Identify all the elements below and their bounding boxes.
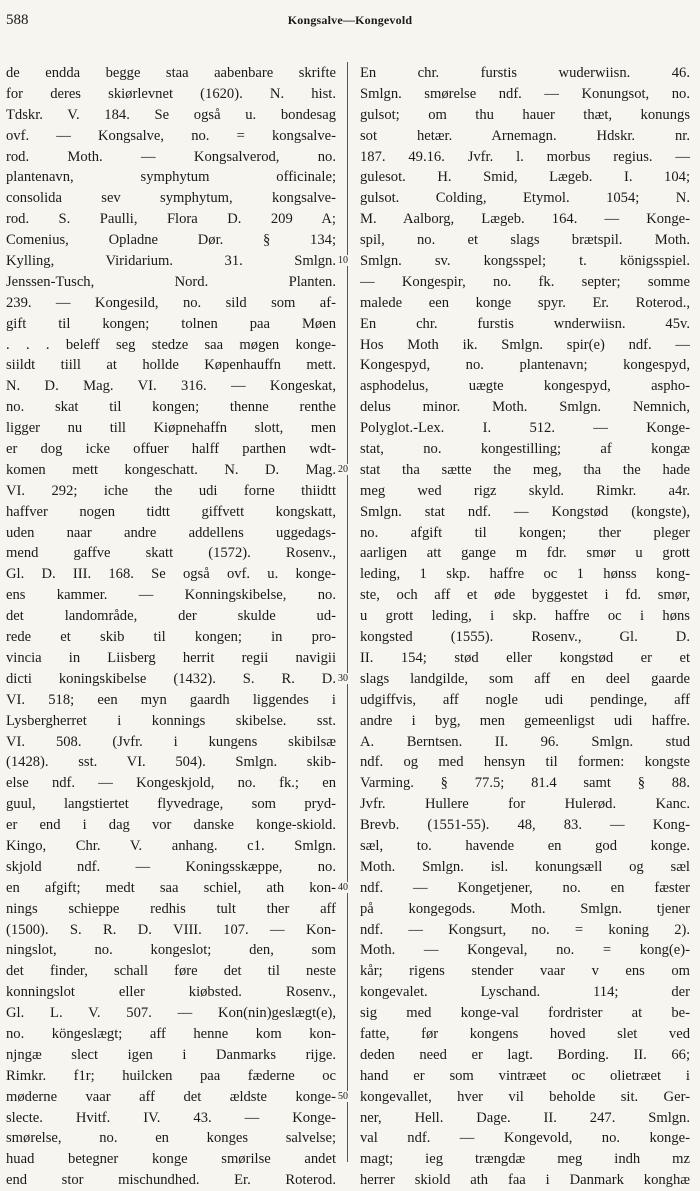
text-line: sæl, to. havende en god konge. [360,837,690,854]
text-line: gulesot. H. Smid, Lægeb. I. 104; [360,169,690,186]
text-line: det landområde, der skulde ud- [6,608,336,625]
text-line: stat tha sætte the meg, tha the hade [360,461,690,478]
line-number-marker: 50 [338,1091,358,1102]
text-line: Kylling, Viridarium. 31. Smlgn. [6,253,336,270]
column-divider [347,62,348,1162]
text-line: Varming. § 77.5; 81.4 samt § 88. [360,775,690,792]
text-line: dicti koningskibelse (1432). S. R. D. [6,670,336,687]
text-line: ste, och aff et øde byggestet i fd. smør, [360,587,690,604]
text-line: Gl. D. III. 168. Se også ovf. u. konge- [6,566,336,583]
text-line: ens kammer. — Konningskibelse, no. [6,587,336,604]
text-line: Rimkr. f1r; huilcken paa fæderne oc [6,1067,336,1084]
line-number-marker: 30 [338,673,358,684]
text-line: ndf. — Kongetjener, no. en fæster [360,879,690,896]
text-line: ovf. — Kongsalve, no. = kongsalve- [6,127,336,144]
text-line: deden need er lagt. Bording. II. 66; [360,1046,690,1063]
text-line: er end i dag vor danske konge-skiold. [6,817,336,834]
text-line: rod. Moth. — Kongsalverod, no. [6,148,336,165]
text-line: hand er som vintræet oc olietræet i [360,1067,690,1084]
text-line: smørelse, no. en konges salvelse; [6,1130,336,1147]
text-line: på kongegods. Moth. Smlgn. tjener [360,900,690,917]
text-line: Tdskr. V. 184. Se også u. bondesag [6,106,336,123]
text-line: andre i byg, men gemeenligst udi haffre. [360,712,690,729]
text-line: ligger nu till Kiøpnehaffn slott, men [6,420,336,437]
text-line: val ndf. — Kongevold, no. konge- [360,1130,690,1147]
text-line: Gl. L. V. 507. — Kon(nin)geslægt(e), [6,1005,336,1022]
text-line: leding, 1 skp. haffre oc 1 hønss kong- [360,566,690,583]
text-line: Brevb. (1551-55). 48, 83. — Kong- [360,817,690,834]
text-line: no. skat til kongen; thenne renthe [6,399,336,416]
text-line: rod. S. Paulli, Flora D. 209 A; [6,211,336,228]
text-line: sot hetær. Arnemagn. Hdskr. nr. [360,127,690,144]
text-line: En chr. furstis wuderwiisn. 46. [360,65,690,81]
text-line: magt; ieg trængdæ meg indh mz [360,1151,690,1168]
text-line: udgiffvis, aff nogle udi pendinge, aff [360,691,690,708]
text-line: Lysbergherret i konnings skibelse. sst. [6,712,336,729]
text-line: kår; rigens stender vaar v ens om [360,963,690,980]
text-line: møderne vaar aff det ældste konge- [6,1088,336,1105]
text-line: huad betegner konge smørilse andet [6,1151,336,1168]
text-line: ndf. og med hensyn til formen: kongste [360,754,690,771]
text-line: ndf. — Kongsurt, no. = koning 2). [360,921,690,938]
page-header [0,6,700,36]
text-line: meg wed rigz skyld. Rimkr. a4r. [360,482,690,499]
text-line: aarligen att gange m fdr. smør u grott [360,545,690,562]
text-line: en afgift; medt saa schiel, ath kon- [6,879,336,896]
text-line: rede et skib til kongen; in pro- [6,629,336,646]
text-line: komen mett kongeschatt. N. D. Mag. [6,461,336,478]
text-line: vincia in Liisberg herrit regii navigii [6,649,336,666]
text-line: end stor mischundhed. Er. Roterod. [6,1172,336,1189]
text-line: Moth. Smlgn. isl. konungsæll og sæl [360,858,690,875]
text-line: Smlgn. smørelse ndf. — Konungsot, no. [360,85,690,102]
text-line: else ndf. — Kongeskjold, no. fk.; en [6,775,336,792]
text-line: sig med konge-val fordrister at be- [360,1005,690,1022]
text-line: ningslot, no. kongeslot; den, som [6,942,336,959]
text-line: Hos Moth ik. Smlgn. spir(e) ndf. — [360,336,690,353]
text-line: stat, no. kongestilling; af kongæ [360,441,690,458]
text-line: no. köngeslægt; aff henne kom kon- [6,1025,336,1042]
text-line: (1500). S. R. D. VIII. 107. — Kon- [6,921,336,938]
text-line: Jenssen-Tusch, Nord. Planten. [6,273,336,290]
text-line: for deres skiørlevnet (1620). N. hist. [6,85,336,102]
text-line: er dog icke offuer halff parthen wdt- [6,441,336,458]
text-line: njngæ slect igen i Danmarks rijge. [6,1046,336,1063]
text-line: VI. 292; iche the udi forne thiidtt [6,482,336,499]
text-line: kongevallet, hver vil beholde sit. Ger- [360,1088,690,1105]
text-line: Smlgn. sv. kongsspel; t. königsspiel. [360,253,690,270]
text-line: Moth. — Kongeval, no. = kong(e)- [360,942,690,959]
line-number-marker: 40 [338,882,358,893]
text-line: spil, no. et slags brætspil. Moth. [360,232,690,249]
text-line: mend gaffve skatt (1572). Rosenv., [6,545,336,562]
text-line: u grott leding, i skp. haffre oc i høns [360,608,690,625]
text-line: asphodelus, uægte kongespyd, aspho- [360,378,690,395]
page-number: 588 [6,12,29,28]
text-line: nings schieppe redhis tult ther aff [6,900,336,917]
text-line: M. Aalborg, Lægeb. 164. — Konge- [360,211,690,228]
text-line: fatte, før kongens hoved slet ved [360,1025,690,1042]
text-line: haffver nogen tidtt giffvett kongskatt, [6,503,336,520]
text-line: plantenavn, symphytum officinale; [6,169,336,186]
text-line: gulsot; om thu hauer thæt, konungs [360,106,690,123]
text-line: En chr. furstis wnderwiisn. 45v. [360,315,690,332]
line-number-marker: 20 [338,464,358,475]
text-line: (1428). sst. VI. 504). Smlgn. skib- [6,754,336,771]
text-line: herrer skiold ath faa i Danmark konghæ [360,1172,690,1189]
text-line: — Kongespir, no. fk. septer; somme [360,273,690,290]
text-line: VI. 508. (Jvfr. i kungens skibilsæ [6,733,336,750]
text-line: . . . beleff seg stedze saa møgen konge- [6,336,336,353]
right-column [360,63,690,1191]
text-line: ner, Hell. Dage. II. 247. Smlgn. [360,1109,690,1126]
text-line: guul, langstiertet flyvedrage, som pryd- [6,796,336,813]
text-line: det finder, schall føre det til neste [6,963,336,980]
text-line: konningslot eller kiøbsted. Rosenv., [6,984,336,1001]
text-line: 239. — Kongesild, no. sild som af- [6,294,336,311]
text-line: delus minor. Moth. Smlgn. Nemnich, [360,399,690,416]
text-line: gift til kongen; tolnen paa Møen [6,315,336,332]
text-line: kongsted (1555). Rosenv., Gl. D. [360,629,690,646]
text-line: slags landgilde, som aff en deel gaarde [360,670,690,687]
text-line: no. afgift til kongen; ther pleger [360,524,690,541]
text-line: Kingo, Chr. V. anhang. c1. Smlgn. [6,837,336,854]
text-line: de endda begge staa aabenbare skrifte [6,65,336,81]
text-line: N. D. Mag. VI. 316. — Kongeskat, [6,378,336,395]
left-column [6,63,336,1191]
text-line: siildt tiill at hollde Køpenhauffn mett. [6,357,336,374]
line-number-marker: 10 [338,255,358,266]
text-line: gulsot. Colding, Etymol. 1054; N. [360,190,690,207]
text-line: VI. 518; een myn gaardh liggendes i [6,691,336,708]
text-line: Comenius, Opladne Dør. § 134; [6,232,336,249]
text-line: A. Berntsen. II. 96. Smlgn. stud [360,733,690,750]
text-line: Jvfr. Hullere for Hulerød. Kanc. [360,796,690,813]
text-line: Polyglot.-Lex. I. 512. — Konge- [360,420,690,437]
text-line: malede een konge spyr. Er. Roterod., [360,294,690,311]
text-line: II. 154; stød eller kongstød er et [360,649,690,666]
running-head: Kongsalve—Kongevold [287,13,413,27]
text-line: Smlgn. stat ndf. — Kongstød (kongste), [360,503,690,520]
text-line: skjold ndf. — Koningsskæppe, no. [6,858,336,875]
text-line: uden naar andre addellens uggedags- [6,524,336,541]
text-line: consolida sev symphytum, kongsalve- [6,190,336,207]
text-line: Kongespyd, no. plantenavn; kongespyd, [360,357,690,374]
text-line: kongevalet. Lyschand. 114; der [360,984,690,1001]
text-line: 187. 49.16. Jvfr. l. morbus regius. — [360,148,690,165]
text-line: slecte. Hvitf. IV. 43. — Konge- [6,1109,336,1126]
